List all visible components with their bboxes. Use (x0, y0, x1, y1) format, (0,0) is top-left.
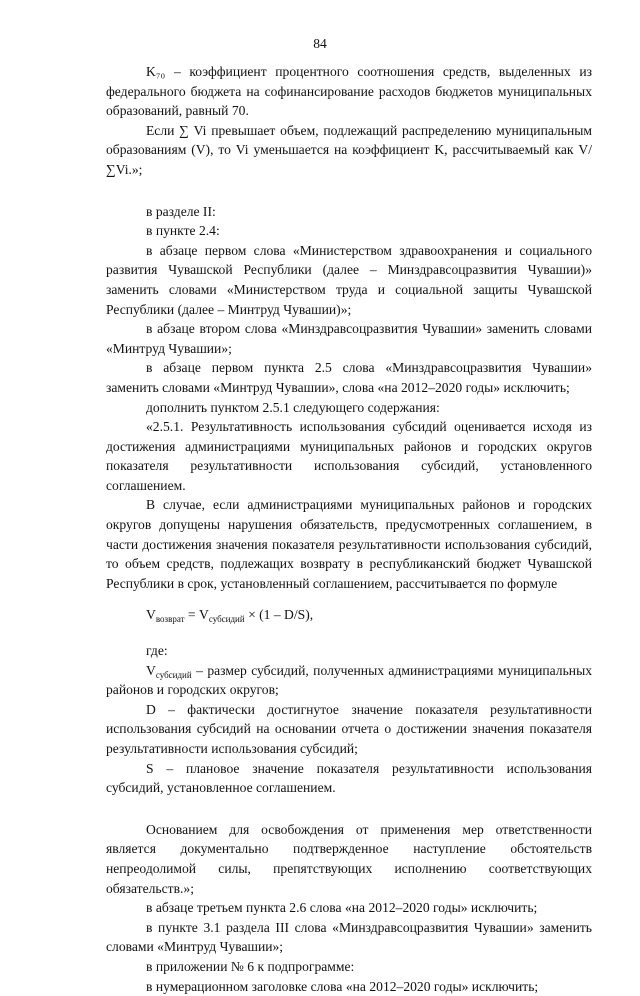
formula-equals: = (184, 607, 199, 623)
formula-rest: × (1 – D/S), (244, 607, 314, 623)
definition-s: S – плановое значение показателя результативности использования субсидий, установленное соглашением. (106, 760, 592, 796)
paragraph-section-ii: в разделе II: (146, 203, 216, 219)
paragraph-first-abzac: в абзаце первом слова «Министерством здравоохранения и социального развития Чувашской Республики (далее – Минздравсоцразвития Чувашии)» заменить словами «Министерством труда и социальной защиты Чувашской Республики (далее – Минтруд Чувашии)»; (106, 242, 592, 317)
page-number: 84 (313, 36, 327, 51)
document-body (106, 62, 592, 996)
paragraph-appendix-6: в приложении № 6 к подпрограмме: (146, 958, 355, 974)
paragraph-gap (106, 798, 592, 820)
paragraph-where: где: (146, 643, 168, 659)
formula-left-symbol: V (146, 607, 156, 623)
paragraph-k70: K₇₀ – коэффициент процентного соотношения средств, выделенных из федерального бюджета на софинансирование расходов бюджетов муниципальных образований, равный 70. (106, 64, 592, 119)
paragraph-2-5-1-text: «2.5.1. Результативность использования субсидий оценивается исходя из достижения администрациями муниципальных районов и городских округов показателя результативности использования субсидий, установленного соглашением. (106, 419, 592, 493)
paragraph-second-abzac: в абзаце втором слова «Минздравсоцразвития Чувашии» заменить словами «Минтруд Чувашии»; (106, 321, 592, 356)
paragraph-gap (106, 180, 592, 202)
formula (146, 605, 592, 625)
paragraph-item-3-1: в пункте 3.1 раздела III слова «Минздравсоцразвития Чувашии» заменить словами «Минтруд Чувашии»; (106, 919, 592, 955)
formula-left-subscript: возврат (155, 614, 185, 625)
definition-v-subsidies (106, 661, 592, 700)
definition-v-text: – размер субсидий, полученных администрациями муниципальных районов и городских округов; (106, 662, 592, 698)
paragraph-force-majeure: Основанием для освобождения от применения мер ответственности является документально подтвержденное наступление обстоятельств непреодолимой силы, препятствующих исполнению соответствующих обязательств.»; (106, 821, 592, 896)
paragraph-sum-vi: Если ∑ Vi превышает объем, подлежащий распределению муниципальным образованиям (V), то Vi уменьшается на коэффициент K, рассчитываемый как V/∑Vi.»; (106, 122, 592, 177)
formula-right-symbol: V (198, 607, 209, 623)
definition-v-subscript: субсидий (155, 669, 192, 680)
paragraph-numbered-heading: в нумерационном заголовке слова «на 2012–2020 годы» исключить; (146, 978, 539, 994)
paragraph-item-2-4: в пункте 2.4: (146, 223, 220, 239)
paragraph-item-2-6: в абзаце третьем пункта 2.6 слова «на 2012–2020 годы» исключить; (146, 900, 538, 916)
formula-right-subscript: субсидий (208, 614, 245, 625)
definition-d: D – фактически достигнутое значение показателя результативности использования субсидий на основании отчета о достижении значения показателя результативности использования субсидий; (106, 701, 592, 756)
paragraph-in-case: В случае, если администрациями муниципальных районов и городских округов допущены нарушения обязательств, предусмотренных соглашением, в части достижения значения показателя результативности использования субсидий, то объем средств, подлежащих возврату в республиканский бюджет Чувашской Республики в срок, установленный соглашением, рассчитывается по формуле (106, 497, 592, 591)
definition-v-symbol: V (146, 662, 156, 678)
paragraph-add-2-5-1: дополнить пунктом 2.5.1 следующего содержания: (146, 399, 440, 415)
paragraph-item-2-5: в абзаце первом пункта 2.5 слова «Минздравсоцразвития Чувашии» заменить словами «Минтруд Чувашии», слова «на 2012–2020 годы» исключить; (106, 360, 592, 395)
